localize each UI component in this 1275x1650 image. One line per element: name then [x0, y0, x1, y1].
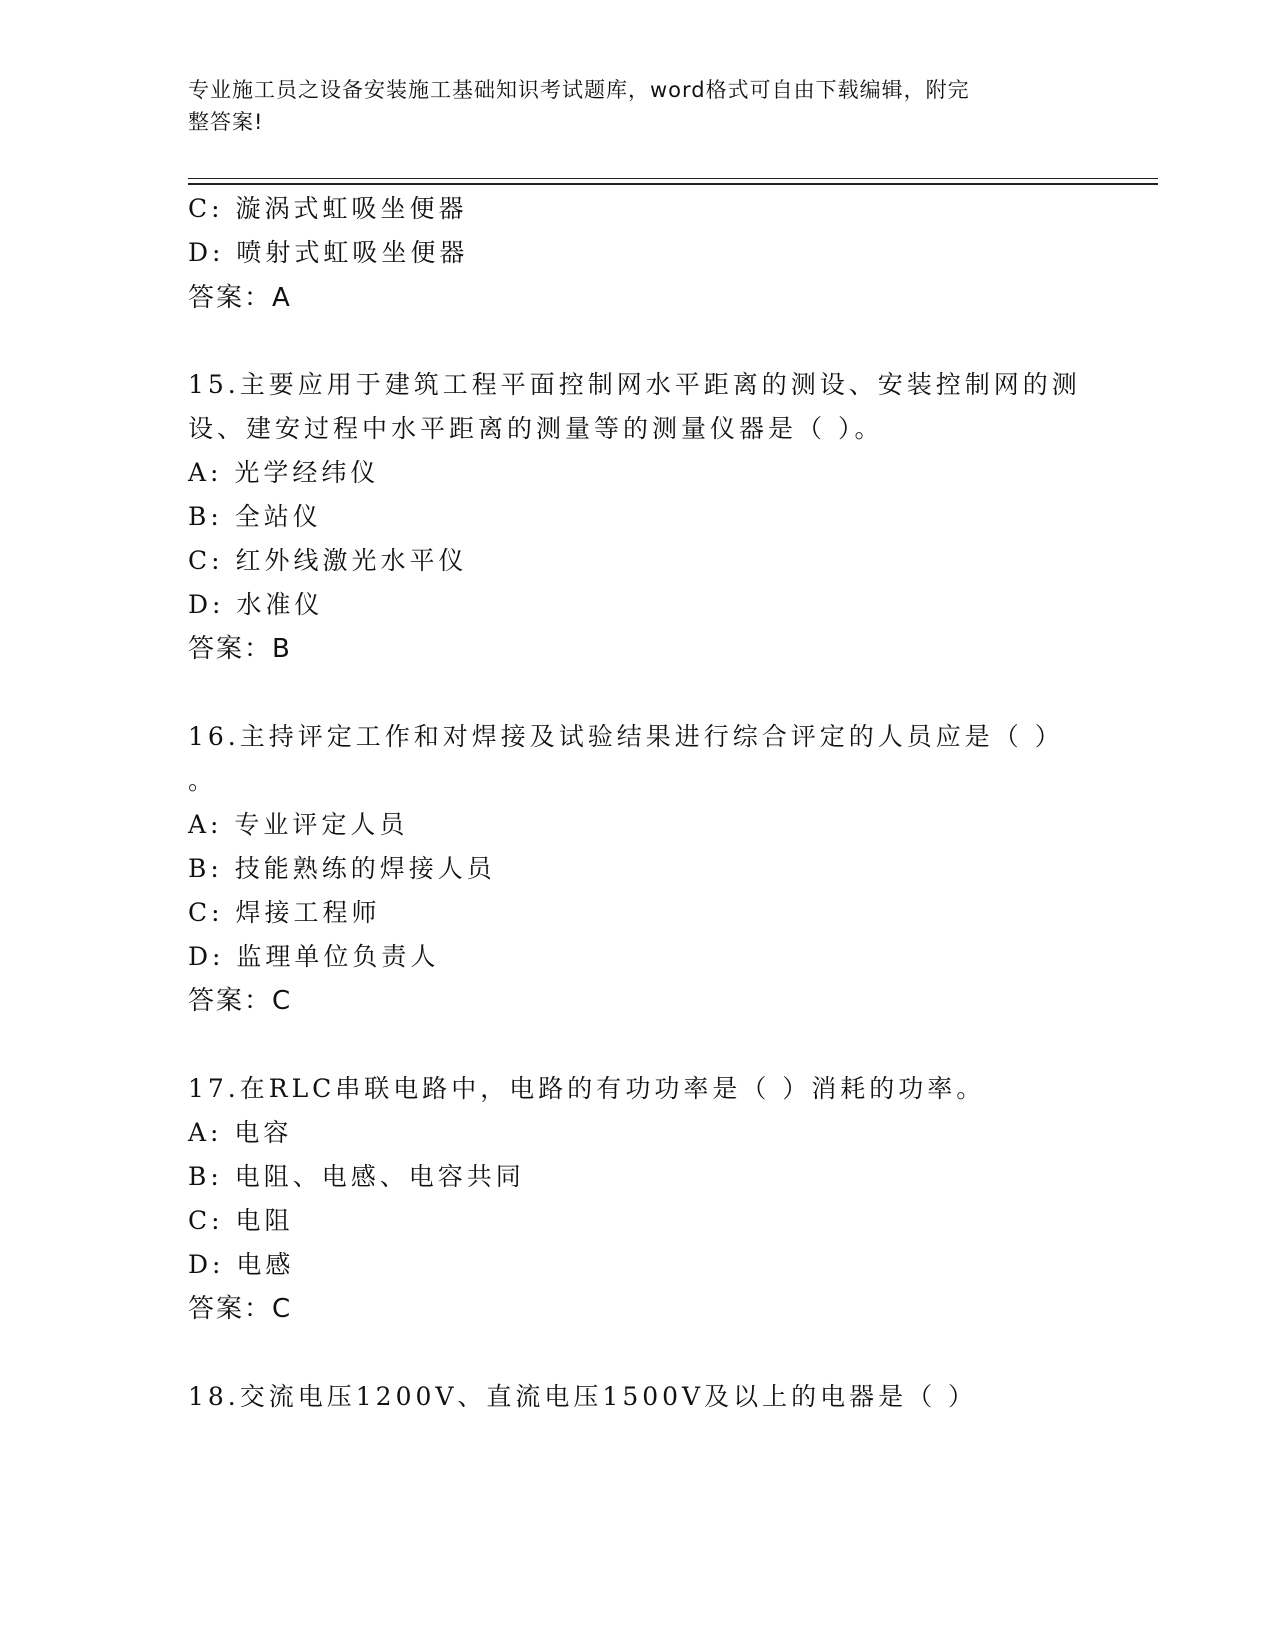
- q15-option-c: C: 红外线激光水平仪: [188, 546, 468, 575]
- q16-option-d: D: 监理单位负责人: [188, 942, 440, 971]
- prev-option-d: D: 喷射式虹吸坐便器: [188, 238, 469, 267]
- q15-stem-line-1: 15.主要应用于建筑工程平面控制网水平距离的测设、安装控制网的测: [188, 370, 1081, 399]
- q15-option-d: D: 水准仪: [188, 590, 324, 619]
- q17-stem-line-1: 17.在RLC串联电路中，电路的有功功率是（ ）消耗的功率。: [188, 1074, 986, 1103]
- q16-stem-line-1: 16.主持评定工作和对焊接及试验结果进行综合评定的人员应是（ ）: [188, 722, 1064, 751]
- q17-answer: 答案：C: [188, 1294, 293, 1324]
- document-header: [188, 74, 1068, 138]
- header-divider-thin: [188, 178, 1158, 179]
- q15-option-b: B: 全站仪: [188, 502, 322, 531]
- q15-answer: 答案：B: [188, 634, 292, 664]
- q17-option-d: D: 电感: [188, 1250, 295, 1279]
- prev-answer: 答案：A: [188, 283, 292, 313]
- prev-option-c: C: 漩涡式虹吸坐便器: [188, 194, 468, 223]
- q16-stem-line-2: 。: [188, 766, 218, 795]
- header-divider-thick: [188, 183, 1158, 185]
- header-line-1: 专业施工员之设备安装施工基础知识考试题库，word格式可自由下载编辑，附完: [188, 78, 970, 102]
- q15-stem-line-2: 设、建安过程中水平距离的测量等的测量仪器是（ ）。: [188, 414, 884, 443]
- q17-option-b: B: 电阻、电感、电容共同: [188, 1162, 525, 1191]
- q16-answer: 答案：C: [188, 986, 293, 1016]
- q18-stem-line-1: 18.交流电压1200V、直流电压1500V及以上的电器是（ ）: [188, 1382, 978, 1411]
- q16-option-b: B: 技能熟练的焊接人员: [188, 854, 496, 883]
- q17-option-a: A: 电容: [188, 1118, 293, 1147]
- q16-option-a: A: 专业评定人员: [188, 810, 409, 839]
- q15-option-a: A: 光学经纬仪: [188, 458, 380, 487]
- q16-option-c: C: 焊接工程师: [188, 898, 381, 927]
- q17-option-c: C: 电阻: [188, 1206, 294, 1235]
- header-line-2: 整答案!: [188, 110, 264, 134]
